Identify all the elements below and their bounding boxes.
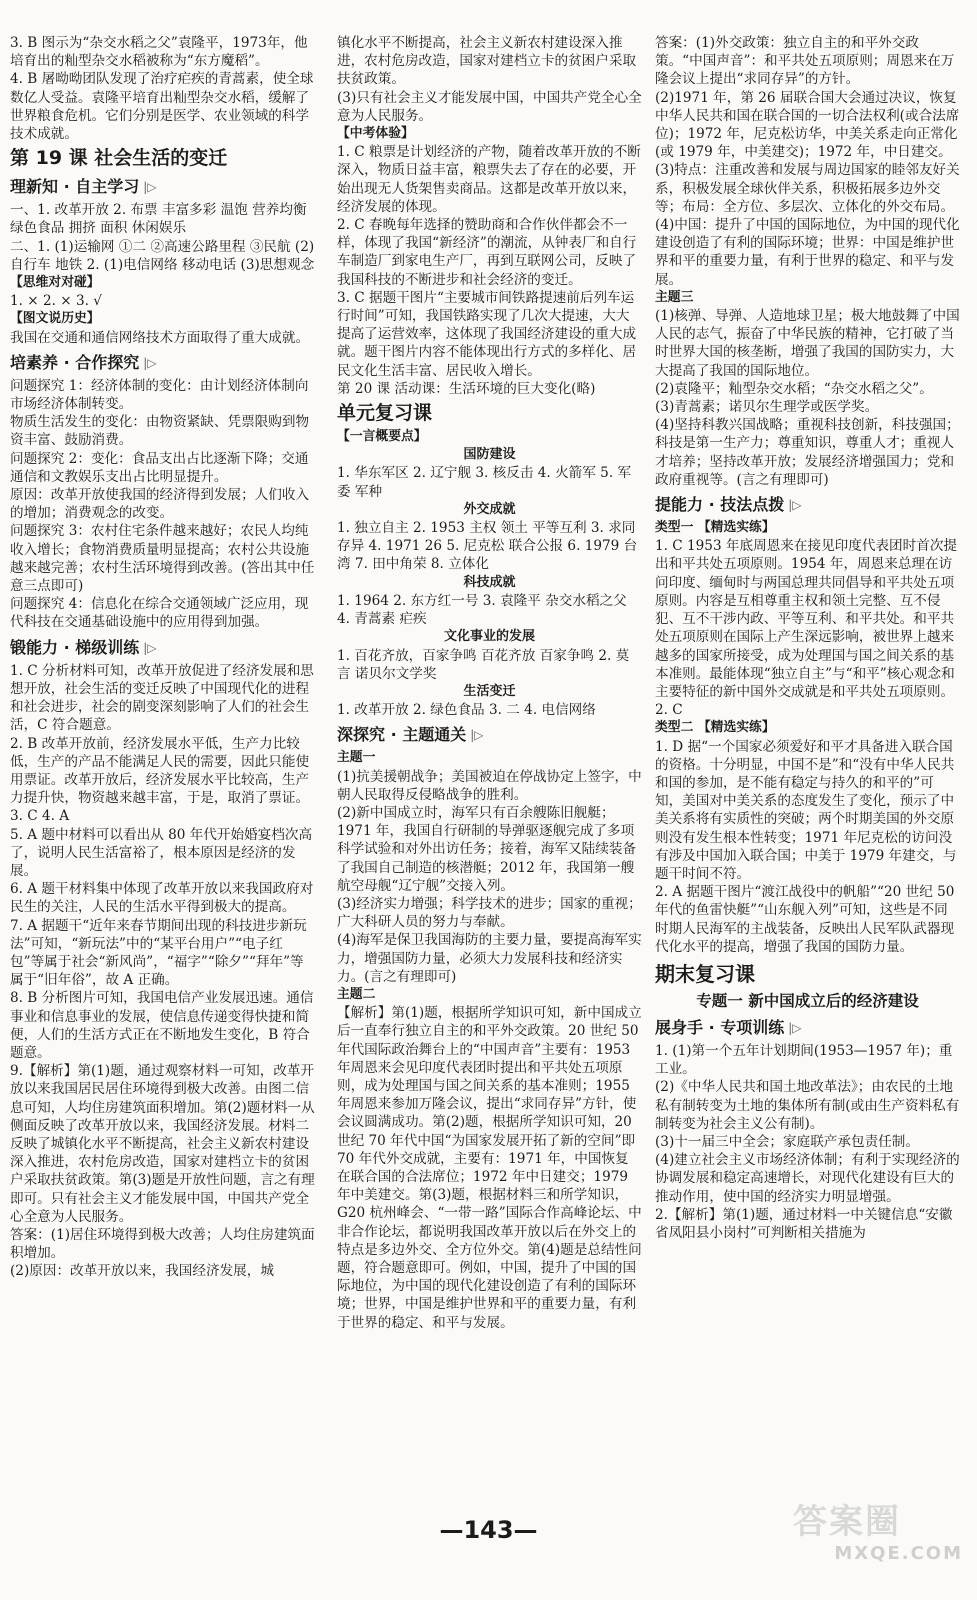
- answer-paragraph: 1. 改革开放 2. 绿色食品 3. 二 4. 电信网络: [337, 702, 596, 719]
- answer-paragraph: 3. C 4. A: [10, 808, 70, 825]
- answer-paragraph: 1. (1)第一个五年计划期间(1953—1957 年)；重工业。: [655, 1042, 953, 1078]
- answer-paragraph: 第 20 课 活动课：生活环境的巨大变化(略): [337, 380, 596, 397]
- answer-paragraph: 9.【解析】第(1)题，通过观察材料一可知，改革开放以来我国居民居住环境得到极大改善。由图二信息可知，人均住房建筑面积增加。第(2)题材料一从侧面反映了改革开放以来，我国经济发展。材料二反映了城镇化水平不断提高，社会主义新农村建设深入推进，农村危房改造，国家对建档立卡的贫困户采取扶贫政策。第(3)题是开放性问题，言之有理即可。只有社会主义才能发展中国，中国共产党全心全意为人民服务。: [10, 1063, 315, 1225]
- bracket-heading: 【一言概要点】: [337, 429, 427, 445]
- answer-paragraph: 1. C 1953 年底周恩来在接见印度代表团时首次提出和平共处五项原则。1954 年，周恩来总理在访问印度、缅甸时与两国总理共同倡导和平共处五项原则。内容是互相尊重主权和领土完整、互不侵犯、互不干涉内政、平等互利、和平共处。和平共处五项原则在国际上产生深远影响，被世界上越来越多的国家所接受，成为处理国与国之间关系的基本准则。最能体现“独立自主”与“和平”核心观念和主要特征的新中国外交成就是和平共处五项原则。: [655, 538, 958, 700]
- answer-paragraph: 答案：(1)外交政策：独立自主的和平外交政策。“中国声音”：和平共处五项原则；周恩来在万隆会议上提出“求同存异”的方针。: [655, 35, 955, 88]
- arrow-icon: |▷: [143, 180, 157, 195]
- lesson-title: 第 19 课 社会生活的变迁: [10, 147, 228, 170]
- section-heading-text: 展身手 · 专项训练: [655, 1017, 785, 1037]
- chapter-title: 期末复习课: [655, 961, 755, 986]
- section-heading-text: 培素养 · 合作探究: [10, 352, 140, 372]
- answer-paragraph: (3)十一届三中全会；家庭联产承包责任制。: [655, 1133, 919, 1150]
- watermark-logo: [793, 1494, 963, 1578]
- answer-paragraph: 2. B 改革开放前，经济发展水平低，生产力比较低，生产的产品不能满足人民的需要，因此只能使用票证。改革开放后，经济发展水平比较高，生产力提升快，物资越来越丰富，于是，取消了票证。: [10, 735, 310, 807]
- answer-paragraph: 2.【解析】第(1)题，通过材料一中关键信息“安徽省凤阳县小岗村”可判断相关措施为: [655, 1206, 953, 1241]
- answer-paragraph: 1. C 粮票是计划经济的产物，随着改革开放的不断深入，物质日益丰富，粮票失去了存在的必要，开始出现无人货架售卖商品。这都是改革开放以来，经济发展的体现。: [337, 144, 641, 215]
- sub-topic: 生活变迁: [463, 683, 516, 699]
- section-heading-text: 深探究 · 主题通关: [337, 725, 467, 745]
- answer-paragraph: (2)1971 年，第 26 届联合国大会通过决议，恢复中华人民共和国在联合国的一切合法权利(或合法席位)；1972 年，尼克松访华，中美关系走向正常化(或 1979 年，中美建交)；1972 年，中日建交。: [655, 89, 960, 161]
- arrow-icon: |▷: [788, 1020, 802, 1035]
- answer-paragraph: (3)特点：注重改善和发展与周边国家的睦邻友好关系，积极发展全球伙伴关系，积极拓展多边外交等；布局：全方位、多层次、立体化的外交布局。: [655, 162, 960, 215]
- answer-paragraph: 问题探究 3：农村住宅条件越来越好；农民人均纯收入增长；食物消费质量明显提高；农村公共设施越来越完善；农村生活环境得到改善。(答出其中任意三点即可): [10, 523, 315, 595]
- answer-paragraph: (4)建立社会主义市场经济体制；有利于实现经济的协调发展和稳定高速增长，对现代化建设有巨大的推动作用，使中国的经济实力明显增强。: [655, 1152, 960, 1205]
- section-heading: [655, 493, 960, 517]
- topic-title: 专题一 新中国成立后的经济建设: [696, 991, 919, 1010]
- answer-paragraph: (3)经济实力增强；科学技术的进步；国家的重视；广大科研人员的努力与奉献。: [337, 895, 642, 931]
- answer-paragraph: 【解析】第(1)题，根据所学知识可知，新中国成立后一直奉行独立自主的和平外交政策。20 世纪 50 年代国际政治舞台上的“中国声音”主要有：1953 年周恩来会见印度代表团时提出和平共处五项原则，成为处理国与国之间关系的基本准则；1955 年周恩来参加万隆会议，提出“求同存异”方针，使会议圆满成功。第(2)题，根据所学知识可知，20 世纪 70 年代中国“为国家发展开拓了新的空间”即 70 年代外交成就，主要有：1971 年，中国恢复在联合国的合法席位；1972 年中日建交；1979 年中美建交。第(3)题，根据材料三和所学知识，G20 杭州峰会、“一带一路”国际合作高峰论坛、中非合作论坛，都说明我国改革开放以后在外交上的特点是多边外交、全方位外交。第(4)题是总结性问题，符合题意即可。例如，中国，提升了中国的国际地位，为中国的现代化建设创造了有利的国际环境；世界，中国是维护世界和平的重要力量，有利于世界的稳定、和平与发展。: [337, 1005, 642, 1331]
- bracket-heading: 类型二 【精选实练】: [655, 720, 775, 736]
- section-heading-text: 理新知 · 自主学习: [10, 177, 140, 197]
- section-heading: [10, 175, 315, 199]
- answer-paragraph: (1)抗美援朝战争；美国被迫在停战协定上签字，中朝人民取得反侵略战争的胜利。: [337, 768, 642, 803]
- answer-paragraph: (3)青蒿素；诺贝尔生理学或医学奖。: [655, 399, 879, 416]
- section-heading: [655, 1016, 960, 1040]
- answer-paragraph: (1)核弹、导弹、人造地球卫星；极大地鼓舞了中国人民的志气，振奋了中华民族的精神，它打破了当时世界大国的核垄断，增强了我国的国防实力，大大提高了我国的国际地位。: [655, 308, 960, 379]
- answer-paragraph: 原因：改革开放使我国的经济得到发展；人们收入的增加；消费观念的改变。: [10, 487, 310, 522]
- watermark-bottom: MXQE.COM: [834, 1543, 963, 1564]
- arrow-icon: |▷: [143, 640, 157, 655]
- bracket-heading: 主题三: [655, 289, 694, 305]
- section-heading-text: 锻能力 · 梯级训练: [10, 637, 140, 657]
- answer-paragraph: 镇化水平不断提高，社会主义新农村建设深入推进，农村危房改造，国家对建档立卡的贫困户采取扶贫政策。: [337, 35, 637, 88]
- section-heading: [337, 723, 642, 747]
- answer-paragraph: 问题探究 1：经济体制的变化：由计划经济体制向市场经济体制转变。: [10, 377, 309, 413]
- answer-paragraph: 答案：(1)居住环境得到极大改善；人均住房建筑面积增加。: [10, 1226, 315, 1262]
- column-right: [655, 34, 960, 1242]
- answer-paragraph: (2)《中华人民共和国土地改革法》；由农民的土地私有制转变为土地的集体所有制(或由生产资料私有制转变为社会主义公有制)。: [655, 1079, 960, 1132]
- answer-paragraph: 问题探究 2：变化：食品支出占比逐渐下降；交通通信和文教娱乐支出占比明显提升。: [10, 450, 309, 485]
- answer-paragraph: 问题探究 4：信息化在综合交通领域广泛应用，现代科技在交通基础设施中的应用得到加强。: [10, 596, 309, 631]
- column-left: [10, 34, 315, 1281]
- answer-paragraph: 一、1. 改革开放 2. 布票 丰富多彩 温饱 营养均衡 绿色食品 拥挤 面积 休闲娱乐: [10, 202, 307, 237]
- bracket-heading: 主题一: [337, 750, 376, 766]
- answer-paragraph: 8. B 分析图片可知，我国电信产业发展迅速。通信事业和信息事业的发展，使信息传递变得快捷和简便，人们的生活方式正在不断地发生变化，B 符合题意。: [10, 990, 314, 1061]
- page-number: —143—: [439, 1516, 538, 1544]
- section-heading-text: 提能力 · 技法点拨: [655, 495, 785, 515]
- bracket-heading: 【中考体验】: [337, 126, 414, 142]
- arrow-icon: |▷: [143, 355, 157, 370]
- answer-paragraph: 1. D 据“一个国家必须爱好和平才具备进入联合国的资格。十分明显，中国不是”和“没有中华人民共和国的参加，是不能有稳定与持久的和平的”可知，美国对中美关系的态度发生了变化，预示了中美关系将有实质性的突破；两个时期美国的外交原则没有发生根本性转变；1971 年尼克松的访问没有涉及中国加入联合国；中美于 1979 年建交，与题干时间不符。: [655, 738, 957, 882]
- sub-topic: 国防建设: [463, 447, 516, 463]
- bracket-heading: 主题二: [337, 986, 376, 1002]
- bracket-heading: 【思维对对碰】: [10, 275, 100, 291]
- answer-paragraph: 6. A 题干材料集中体现了改革开放以来我国政府对民生的关注，人民的生活水平得到极大的提高。: [10, 881, 314, 916]
- answer-paragraph: (4)坚持科教兴国战略；重视科技创新，科技强国；科技是第一生产力；尊重知识，尊重人才；重视人才培养；坚持改革开放；发展经济增强国力；党和政府重视等。(言之有理即可): [655, 417, 960, 488]
- answer-paragraph: 5. A 题中材料可以看出从 80 年代开始婚宴档次高了，说明人民生活富裕了，根本原因是经济的发展。: [10, 826, 313, 879]
- answer-paragraph: 3. C 据题干图片“主要城市间铁路提速前后列车运行时间”可知，我国铁路实现了几次大提速，大大提高了运营效率，这体现了我国经济建设的重大成就。题干图片内容不能体现出行方式的多样化、居民文化生活丰富、居民收入增长。: [337, 289, 637, 379]
- answer-paragraph: 4. B 屠呦呦团队发现了治疗疟疾的青蒿素，使全球数亿人受益。袁隆平培育出籼型杂交水稻，缓解了世界粮食危机。它们分别是医学、农业领域的科学技术成就。: [10, 71, 314, 143]
- lesson-title: 单元复习课: [337, 402, 433, 425]
- bracket-heading: 【图文说历史】: [10, 311, 100, 327]
- answer-paragraph: 1. C 分析材料可知，改革开放促进了经济发展和思想开放，社会生活的变迁反映了中国现代化的进程和社会进步，社会的剧变深刻影响了人们的社会生活，C 符合题意。: [10, 662, 314, 734]
- answer-paragraph: 1. × 2. × 3. √: [10, 293, 102, 310]
- answer-paragraph: 1. 华东军区 2. 辽宁舰 3. 核反击 4. 火箭军 5. 军委 军种: [337, 465, 632, 500]
- sub-topic: 文化事业的发展: [443, 629, 535, 645]
- answer-paragraph: (4)中国：提升了中国的国际地位，为中国的现代化建设创造了有利的国际环境；世界：中国是维护世界和平的重要力量，有利于世界的稳定、和平与发展。: [655, 217, 960, 288]
- sub-topic: 科技成就: [463, 574, 516, 590]
- answer-paragraph: (2)袁隆平；籼型杂交水稻；“杂交水稻之父”。: [655, 380, 933, 397]
- answer-paragraph: 我国在交通和通信网络技术方面取得了重大成就。: [10, 329, 310, 346]
- answer-paragraph: 1. 1964 2. 东方红一号 3. 袁隆平 杂交水稻之父 4. 青蒿素 疟疾: [337, 592, 627, 628]
- answer-paragraph: (2)新中国成立时，海军只有百余艘陈旧舰艇；1971 年，我国自行研制的导弹驱逐舰完成了多项科学试验和对外出访任务；接着，海军又陆续装备了我国自己制造的核潜艇；2012 年，我国第一艘航空母舰“辽宁舰”交接入列。: [337, 804, 637, 894]
- column-middle: [337, 34, 642, 1332]
- answer-paragraph: 2. C: [655, 702, 683, 719]
- answer-paragraph: 2. C 春晚每年选择的赞助商和合作伙伴都会不一样，体现了我国“新经济”的潮流，从钟表厂和自行车制造厂到家电生产厂，再到互联网公司，反映了我国科技的不断进步和社会经济的变迁。: [337, 217, 637, 288]
- section-heading: [10, 636, 315, 660]
- answer-paragraph: 1. 百花齐放，百家争鸣 百花齐放 百家争鸣 2. 莫言 诺贝尔文学奖: [337, 647, 630, 682]
- section-heading: [10, 351, 315, 375]
- arrow-icon: |▷: [788, 498, 802, 513]
- watermark-top: 答案圈: [793, 1502, 901, 1542]
- arrow-icon: |▷: [470, 728, 484, 743]
- answer-paragraph: (2)原因：改革开放以来，我国经济发展，城: [10, 1263, 274, 1280]
- answer-paragraph: (3)只有社会主义才能发展中国，中国共产党全心全意为人民服务。: [337, 89, 642, 124]
- answer-paragraph: 3. B 图示为“杂交水稻之父”袁隆平，1973年，他培育出的籼型杂交水稻被称为“东方魔稻”。: [10, 35, 308, 70]
- answer-paragraph: 物质生活发生的变化：由物资紧缺、凭票限购到物资丰富、鼓励消费。: [10, 414, 310, 449]
- bracket-heading: 类型一 【精选实练】: [655, 520, 775, 536]
- answer-paragraph: (4)海军是保卫我国海防的主要力量，要提高海军实力，增强国防力量，必须大力发展科技和经济实力。(言之有理即可): [337, 932, 642, 985]
- sub-topic: 外交成就: [463, 501, 516, 517]
- answer-paragraph: 二、1. (1)运输网 ①二 ②高速公路里程 ③民航 (2)自行车 地铁 2. (1)电信网络 移动电话 (3)思想观念: [10, 238, 315, 273]
- answer-paragraph: 2. A 据题干图片“渡江战役中的帆船”“20 世纪 50 年代的鱼雷快艇”“山东舰入列”可知，这些是不同时期人民海军的主战装备，反映出人民军队武器现代化水平的提高，增强了我国的国防力量。: [655, 884, 955, 955]
- answer-paragraph: 7. A 据题干“近年来春节期间出现的科技进步新玩法”可知，“新玩法”中的“某平台用户”“电子红包”等属于社会“新风尚”，“福字”“除夕”“拜年”等属于“旧年俗”，故 A 正确。: [10, 917, 307, 989]
- answer-paragraph: 1. 独立自主 2. 1953 主权 领土 平等互利 3. 求同存异 4. 1971 26 5. 尼克松 联合公报 6. 1979 台湾 7. 田中角荣 8. 立体化: [337, 520, 638, 573]
